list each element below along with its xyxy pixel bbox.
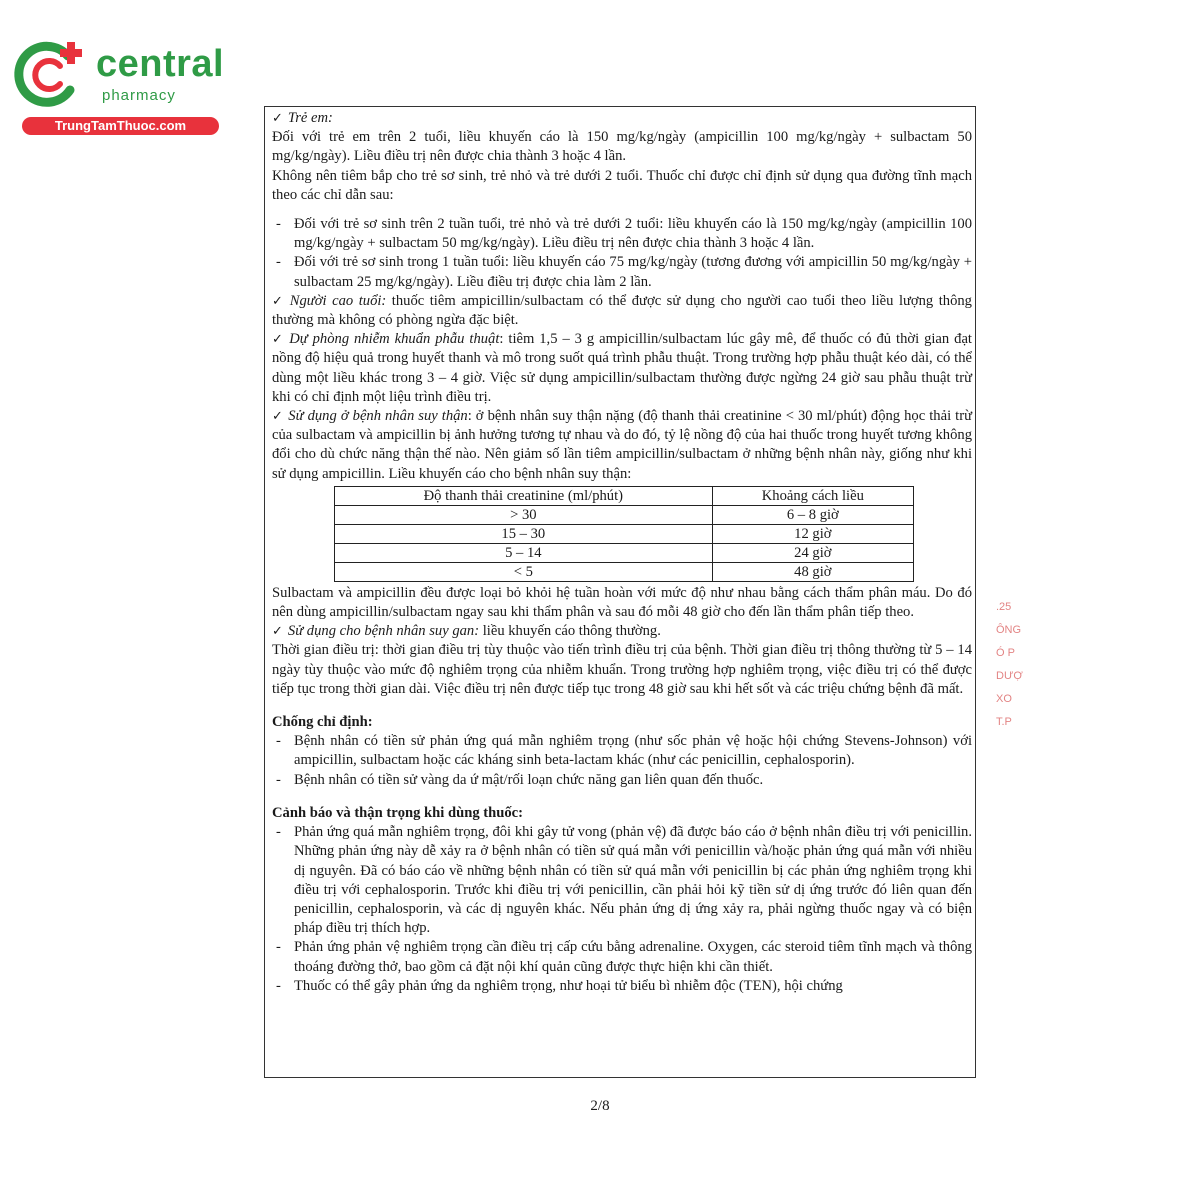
- check-mark-icon: ✓: [272, 293, 285, 309]
- paragraph: Không nên tiêm bắp cho trẻ sơ sinh, trẻ nhỏ và trẻ dưới 2 tuổi. Thuốc chỉ được chỉ định sử dụng qua đường tĩnh mạch theo các chỉ dẫn sau:: [272, 167, 972, 203]
- check-mark-icon: ✓: [272, 332, 285, 348]
- site-url-link[interactable]: TrungTamThuoc.com: [22, 117, 219, 135]
- surgery-section: ✓ Dự phòng nhiễm khuẩn phẫu thuật: tiêm 1,5 – 3 g ampicillin/sulbactam lúc gây mê, để thuốc có đủ thời gian đạt nồng độ hiệu quả trong huyết thanh và mô trong suốt quá trình phẫu thuật. Trong trường hợp phẫu thuật kéo dài, có thể dùng một liều khác trong 3 – 4 giờ. Việc sử dụng ampicillin/sulbactam thường được ngừng 24 giờ sau phẫu thuật trừ khi có chỉ định một liệu trình điều trị.: [272, 331, 972, 405]
- page-number: 2/8: [590, 1098, 610, 1114]
- red-stamp-fragment: .25 ÔNG Ó P DƯỢ XO T.P: [996, 601, 1023, 728]
- renal-section: ✓ Sử dụng ở bệnh nhân suy thận: ở bệnh nhân suy thận nặng (độ thanh thải creatinine < 30 ml/phút) động học thải trừ của sulbactam và ampicillin bị ảnh hưởng tương tự nhau và do đó, tỷ lệ nồng độ của hai thuốc trong huyết tương không đổi cho dù chức năng thận thế nào. Nên giảm số lần tiêm ampicillin/sulbactam ở những bệnh nhân này, giống như khi sử dụng ampicillin. Liều khuyến cáo cho bệnh nhân suy thận:: [272, 408, 972, 482]
- paragraph: Sulbactam và ampicillin đều được loại bỏ khỏi hệ tuần hoàn với mức độ như nhau bằng cách thẩm phân máu. Do đó nên dùng ampicillin/sulbactam ngay sau khi thẩm phân và sau đó mỗi 48 giờ cho đến lần thẩm phân tiếp theo.: [272, 584, 972, 621]
- list-item: - Đối với trẻ sơ sinh trong 1 tuần tuổi: liều khuyến cáo 75 mg/kg/ngày (tương đương với ampicillin 50 mg/kg/ngày + sulbactam 25 mg/kg/ngày). Liều điều trị được chia làm 2 lần.: [276, 254, 972, 290]
- table-row: > 30 6 – 8 giờ: [335, 505, 914, 524]
- hepatic-section: ✓ Sử dụng cho bệnh nhân suy gan: liều khuyến cáo thông thường.: [272, 623, 661, 640]
- section-heading: Cảnh báo và thận trọng khi dùng thuốc:: [272, 804, 524, 821]
- children-heading: ✓ Trẻ em:: [272, 110, 333, 126]
- check-mark-icon: ✓: [272, 624, 283, 640]
- list-item: - Phản ứng quá mẫn nghiêm trọng, đôi khi gây tử vong (phản vệ) đã được báo cáo ở bệnh nhân điều trị với penicillin. Những phản ứng này dễ xảy ra ở bệnh nhân có tiền sử quá mẫn với penicillin và/hoặc phản ứng quá mẫn với nhiều dị nguyên. Đã có báo cáo về những bệnh nhân có tiền sử quá mẫn với penicillin bị các phản ứng nghiêm trọng khi điều trị với cephalosporin. Trước khi điều trị với penicillin, cần phải hỏi kỹ tiền sử dị ứng trước đó liên quan đến penicillin, cephalosporin, và các dị nguyên khác. Nếu phản ứng dị ứng xảy ra, phải ngừng thuốc ngay và có biện pháp điều trị thích hợp.: [276, 824, 972, 937]
- brand-name: central: [96, 43, 225, 85]
- brand-subtitle: pharmacy: [102, 87, 176, 104]
- document-content: [272, 109, 972, 996]
- list-item: - Thuốc có thể gây phản ứng da nghiêm trọng, như hoại tử biểu bì nhiễm độc (TEN), hội chứng: [276, 977, 843, 994]
- table-header: Khoảng cách liều: [712, 486, 913, 505]
- list-item: - Phản ứng phản vệ nghiêm trọng cần điều trị cấp cứu bằng adrenaline. Oxygen, các steroid tiêm tĩnh mạch và thông thoáng đường thở, bao gồm cả đặt nội khí quản cũng được thực hiện khi cần thiết.: [276, 939, 972, 975]
- renal-dose-table: [334, 486, 914, 582]
- table-header-row: [335, 486, 914, 505]
- paragraph: Thời gian điều trị: thời gian điều trị tùy thuộc vào tiến trình điều trị của bệnh. Thời gian điều trị thông thường từ 5 – 14 ngày tùy thuộc vào mức độ nghiêm trọng của nhiễm khuẩn. Trong trường hợp nghiêm trọng, việc điều trị có thể được tiếp tục trong thời gian dài. Việc điều trị nên được tiếp tục trong 48 giờ sau khi hết sốt và các triệu chứng bệnh đã mất.: [272, 642, 972, 697]
- list-item: - Đối với trẻ sơ sinh trên 2 tuần tuổi, trẻ nhỏ và trẻ dưới 2 tuổi: liều khuyến cáo là 150 mg/kg/ngày (ampicillin 100 mg/kg/ngày + sulbactam 50 mg/kg/ngày). Liều điều trị nên được chia thành 3 hoặc 4 lần.: [276, 216, 972, 252]
- table-header: Độ thanh thải creatinine (ml/phút): [335, 486, 713, 505]
- list-item: - Bệnh nhân có tiền sử phản ứng quá mẫn nghiêm trọng (như sốc phản vệ hoặc hội chứng Stevens-Johnson) với ampicillin, sulbactam hoặc các kháng sinh beta-lactam khác (như các penicillin, cephalosporin).: [276, 733, 972, 769]
- pharmacy-cross-logo-icon: [10, 40, 88, 110]
- check-mark-icon: ✓: [272, 111, 283, 126]
- check-mark-icon: ✓: [272, 409, 284, 425]
- table-row: 5 – 14 24 giờ: [335, 543, 914, 562]
- elderly-section: ✓ Người cao tuổi: thuốc tiêm ampicillin/sulbactam có thể được sử dụng cho người cao tuổi theo liều lượng thông thường mà không có phòng ngừa đặc biệt.: [272, 292, 972, 329]
- central-pharmacy-logo[interactable]: [10, 38, 225, 138]
- table-row: < 5 48 giờ: [335, 562, 914, 581]
- list-item: - Bệnh nhân có tiền sử vàng da ứ mật/rối loạn chức năng gan liên quan đến thuốc.: [276, 771, 764, 788]
- section-heading: Chống chỉ định:: [272, 714, 373, 731]
- table-row: 15 – 30 12 giờ: [335, 524, 914, 543]
- paragraph: Đối với trẻ em trên 2 tuổi, liều khuyến cáo là 150 mg/kg/ngày (ampicillin 100 mg/kg/ngày + sulbactam 50 mg/kg/ngày). Liều điều trị nên được chia thành 3 hoặc 4 lần.: [272, 129, 972, 165]
